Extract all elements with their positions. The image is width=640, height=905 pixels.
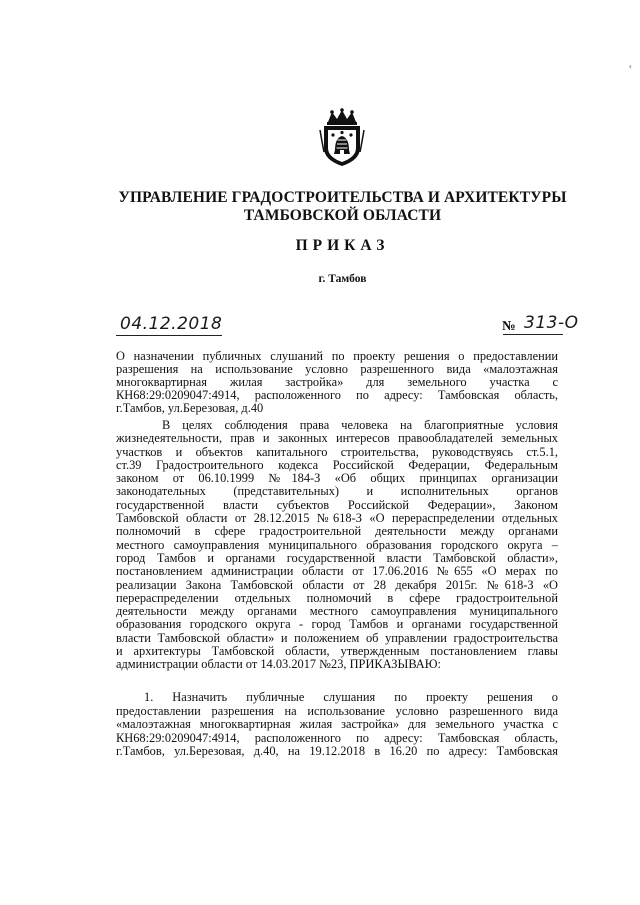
order-preamble [116, 419, 558, 672]
subject-line: многоквартирная жилая застройка» для земельного участка с [116, 375, 558, 390]
preamble-line: и архитектуры Тамбовской области, утвержденным постановлением главы [116, 644, 558, 659]
order-subject [116, 350, 558, 415]
item-line: «малоэтажная многоквартирная жилая застройка» для земельного участка с [116, 717, 558, 732]
document-date: 04.12.2018 [120, 314, 223, 334]
number-prefix: № [502, 318, 516, 333]
preamble-line: перераспределении отдельных полномочий в сфере градостроительной [116, 590, 558, 605]
subject-line: г.Тамбов, ул.Березовая, д.40 [116, 401, 264, 416]
preamble-line: государственной власти субъектов Российской Федерации», Законом [116, 497, 558, 512]
preamble-line: В целях соблюдения права человека на благоприятные условия [162, 418, 558, 432]
preamble-line: власти Тамбовской области» и положением об управлении градостроительства [116, 630, 558, 645]
subject-line: О назначении публичных слушаний по проекту решения о предоставлении [116, 349, 558, 363]
document-number: 313-О [524, 313, 579, 333]
order-item-1 [116, 691, 558, 759]
preamble-line: город Тамбов и органами государственной власти Тамбовской области», [116, 550, 558, 565]
subject-line: разрешения на использование условно разрешенного вида «малоэтажная [116, 362, 558, 377]
preamble-line: законом от 06.10.1999 №184-З «Об общих принципах организации [116, 471, 558, 486]
preamble-line: местного самоуправления муниципального образования городского округа – [116, 537, 558, 552]
organization-name: УПРАВЛЕНИЕ ГРАДОСТРОИТЕЛЬСТВА И АРХИТЕКТУРЫ [118, 189, 567, 206]
preamble-line: жизнедеятельности, прав и законных интересов правообладателей земельных [116, 431, 558, 446]
document-city: г. Тамбов [318, 273, 367, 285]
subject-line: КН68:29:0209047:4914, расположенного по адресу: Тамбовская область, [116, 388, 558, 403]
organization-region: ТАМБОВСКОЙ ОБЛАСТИ [243, 207, 442, 224]
item-line: КН68:29:0209047:4914, расположенного по адресу: Тамбовская область, [116, 730, 558, 745]
preamble-line: образования городского округа - город Тамбов и органами государственной [116, 617, 558, 632]
preamble-line: Тамбовской области от 28.12.2015 №618-З «О перераспределении отдельных [116, 511, 558, 526]
preamble-line: участков и объектов капитального строительства, руководствуясь ст.5.1, [116, 444, 558, 459]
preamble-line: постановлением администрации области от 17.06.2016 №655 «О мерах по [116, 564, 558, 579]
scan-mark: ‹ [628, 62, 632, 71]
item-line: предоставлении разрешения на использование условно разрешенного вида [116, 703, 558, 718]
item-line: г.Тамбов, ул.Березовая, д.40, на 19.12.2018 в 16.20 по адресу: Тамбовская [116, 744, 558, 759]
preamble-line: полномочий в сфере градостроительной деятельности между органами [116, 524, 558, 539]
document-type: ПРИКАЗ [295, 237, 390, 254]
preamble-line: законодательных (представительных) и исполнительных органов [116, 484, 558, 499]
preamble-line: деятельности между органами местного самоуправления муниципального [116, 604, 558, 619]
date-underline [116, 335, 222, 336]
number-underline [503, 334, 563, 335]
tambov-coat-of-arms-icon [318, 108, 366, 168]
preamble-line: ст.39 Градостроительного кодекса Российской Федерации, Федеральным [116, 457, 558, 472]
preamble-line: администрации области от 14.03.2017 №23, ПРИКАЗЫВАЮ: [116, 657, 441, 672]
preamble-line: реализации Закона Тамбовской области от 28 декабря 2015г. №618-З «О [116, 577, 558, 592]
item-line: 1. Назначить публичные слушания по проекту решения о [144, 690, 558, 704]
